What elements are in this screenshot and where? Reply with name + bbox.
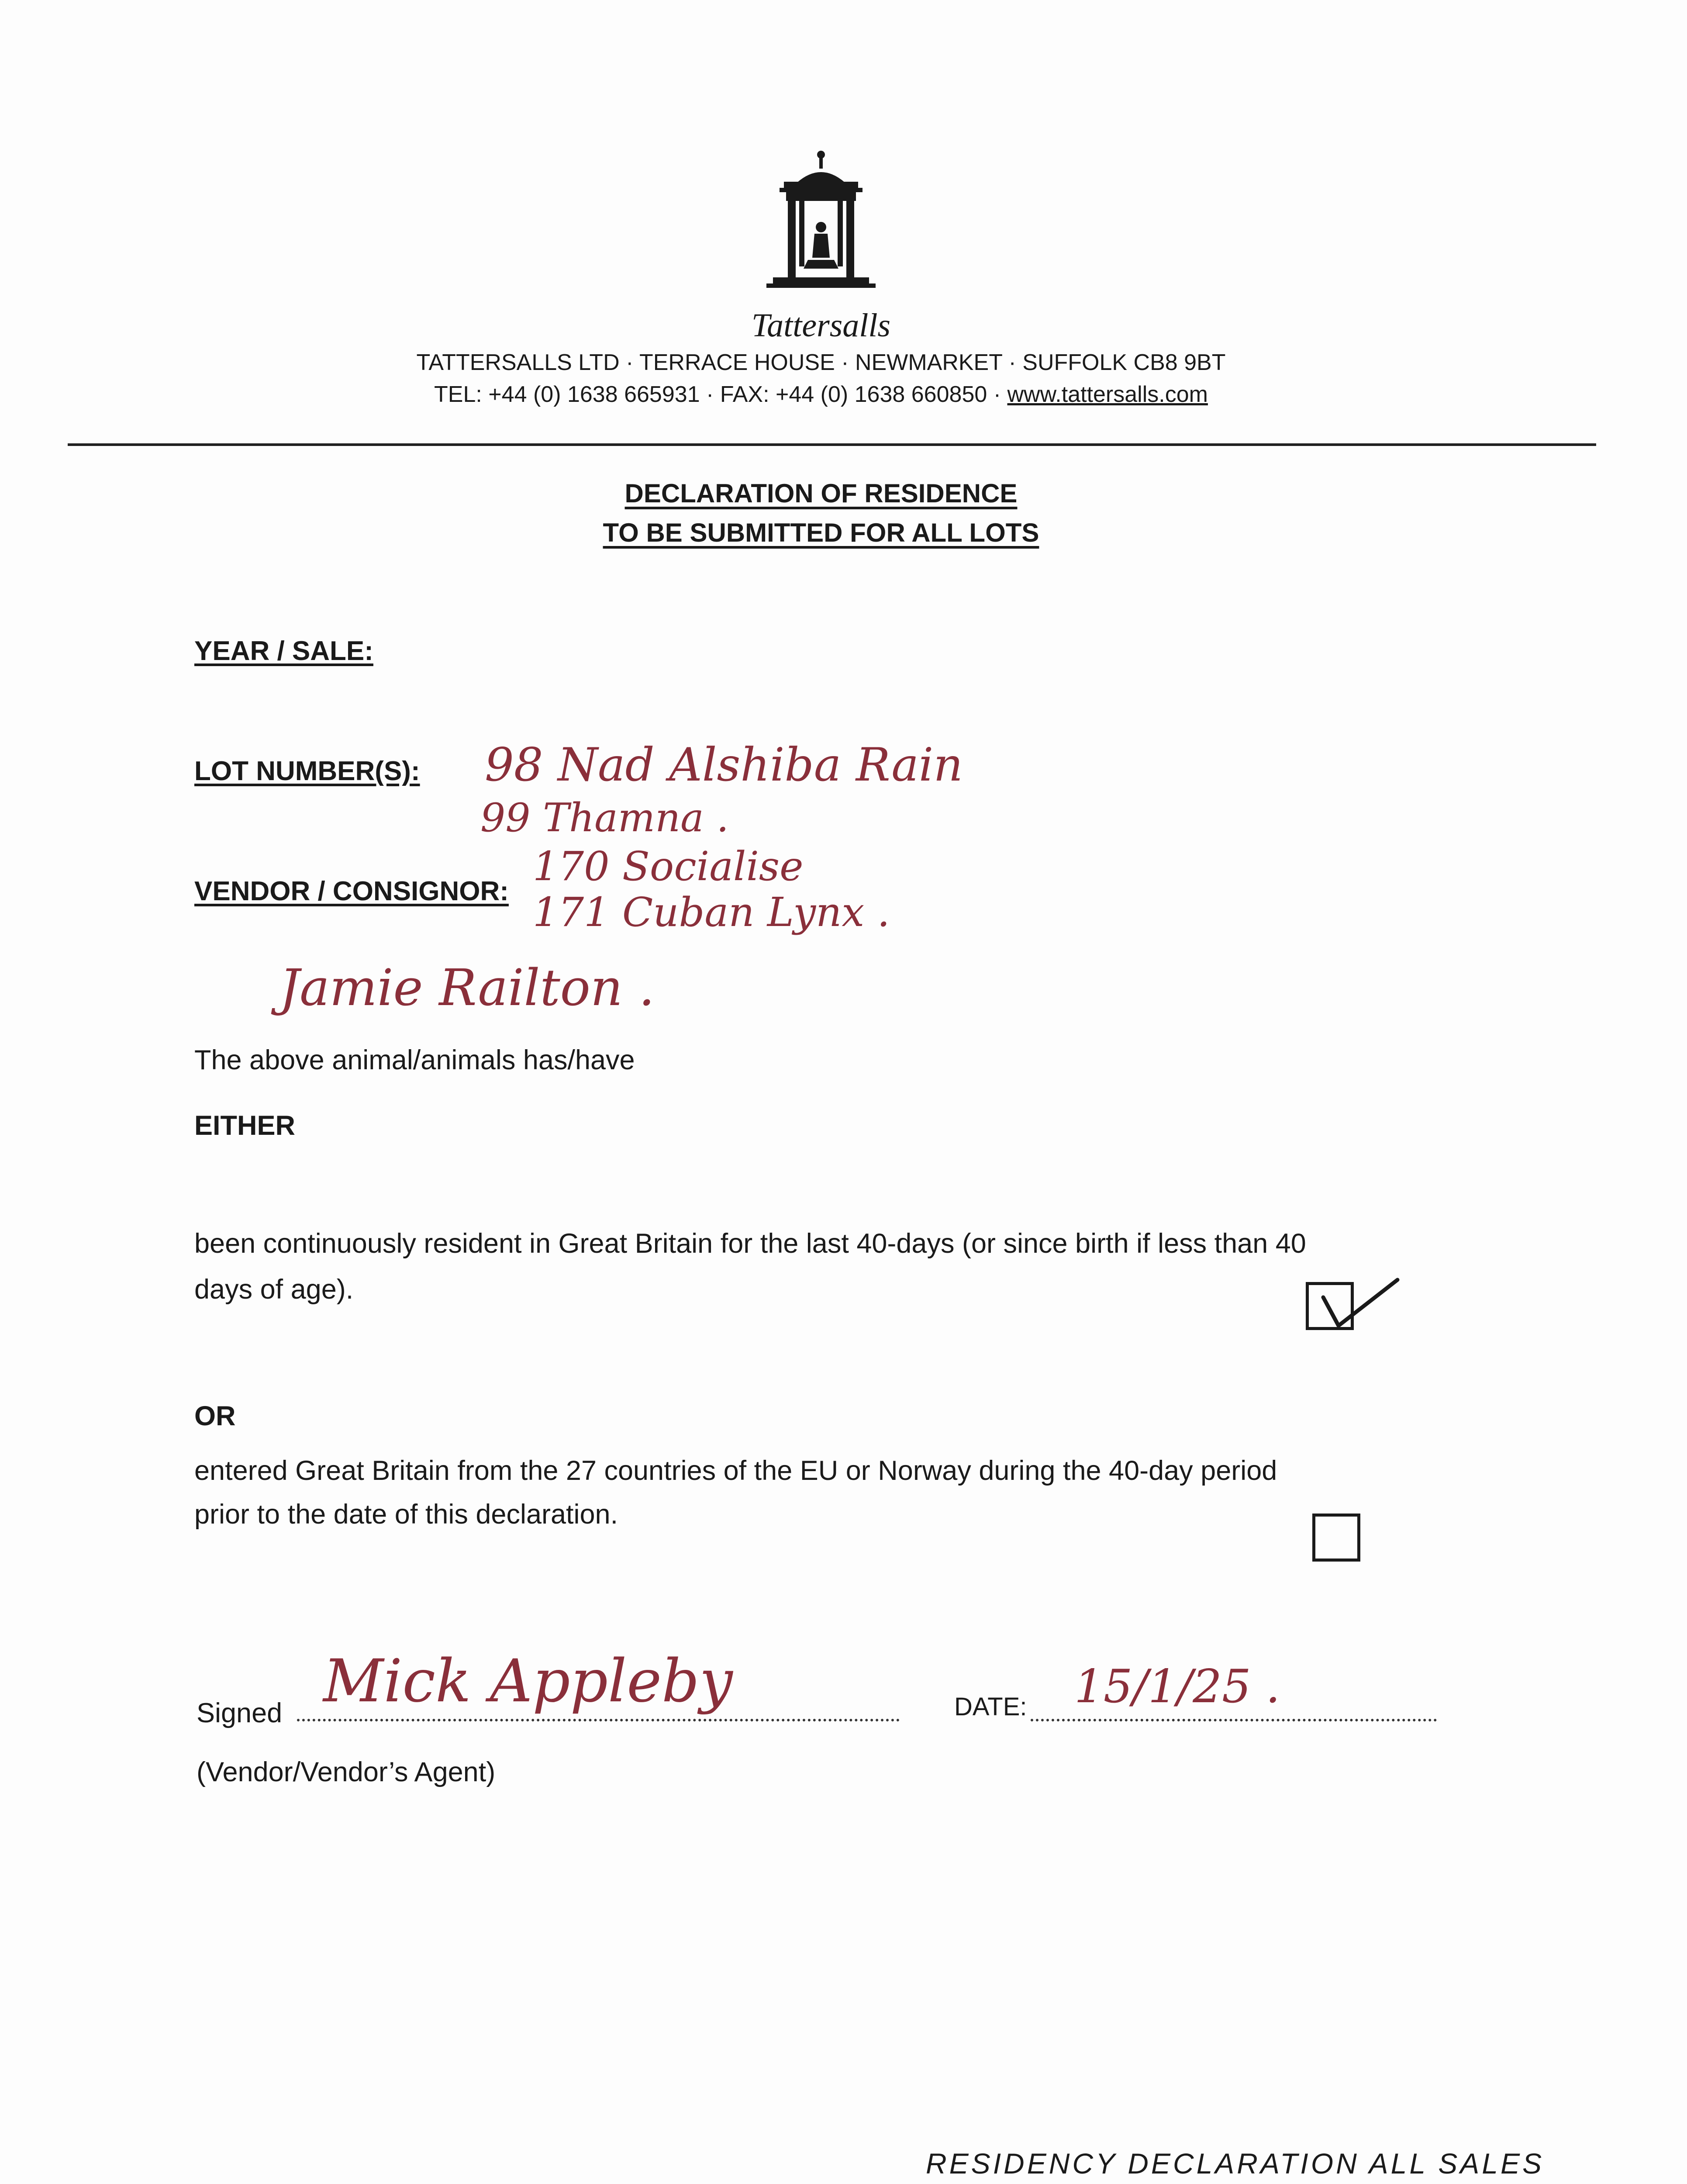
either-heading: EITHER	[194, 1110, 296, 1141]
signature-line	[297, 1719, 900, 1721]
address-line: TATTERSALLS LTD · TERRACE HOUSE · NEWMARKET · SUFFOLK CB8 9BT	[416, 350, 1226, 375]
contact-numbers: TEL: +44 (0) 1638 665931 · FAX: +44 (0) 1638 660850 ·	[434, 382, 1007, 407]
website-link[interactable]: www.tattersalls.com	[1007, 382, 1208, 407]
option1-text-line1: been continuously resident in Great Britain for the last 40-days (or since birth if less than 40	[194, 1228, 1306, 1259]
date-line	[1031, 1719, 1437, 1721]
option1-text-line2: days of age).	[194, 1274, 354, 1305]
declaration-intro: The above animal/animals has/have	[194, 1045, 635, 1075]
document-subtitle: TO BE SUBMITTED FOR ALL LOTS	[603, 518, 1039, 547]
handwritten-lot-98: 98 Nad Alshiba Rain	[485, 738, 963, 791]
lot-numbers-label: LOT NUMBER(S):	[194, 756, 420, 786]
handwritten-vendor-name: Jamie Railton .	[279, 959, 655, 1017]
or-heading: OR	[194, 1401, 236, 1431]
handwritten-lot-170: 170 Socialise	[533, 843, 804, 890]
vendor-agent-label: (Vendor/Vendor’s Agent)	[197, 1757, 496, 1787]
document-title: DECLARATION OF RESIDENCE	[624, 479, 1018, 508]
footer-text: RESIDENCY DECLARATION ALL SALES	[926, 2147, 1544, 2180]
vendor-consignor-label: VENDOR / CONSIGNOR:	[194, 876, 509, 906]
year-sale-label: YEAR / SALE:	[194, 636, 373, 666]
option2-text-line1: entered Great Britain from the 27 countries of the EU or Norway during the 40-day period	[194, 1455, 1277, 1486]
handwritten-date: 15/1/25 .	[1074, 1660, 1280, 1713]
signed-label: Signed	[197, 1698, 283, 1728]
contact-line	[218, 379, 1424, 410]
brand-name: Tattersalls	[751, 307, 891, 344]
option2-checkbox[interactable]	[1312, 1514, 1360, 1562]
tattersalls-logo	[742, 149, 900, 301]
option2-text-line2: prior to the date of this declaration.	[194, 1499, 618, 1530]
handwritten-signature: Mick Appleby	[323, 1647, 733, 1715]
date-label: DATE:	[954, 1693, 1027, 1721]
check-mark-icon	[1314, 1275, 1402, 1337]
handwritten-lot-99: 99 Thamna .	[480, 795, 729, 841]
header-divider	[68, 443, 1596, 446]
handwritten-lot-171: 171 Cuban Lynx .	[533, 889, 890, 936]
